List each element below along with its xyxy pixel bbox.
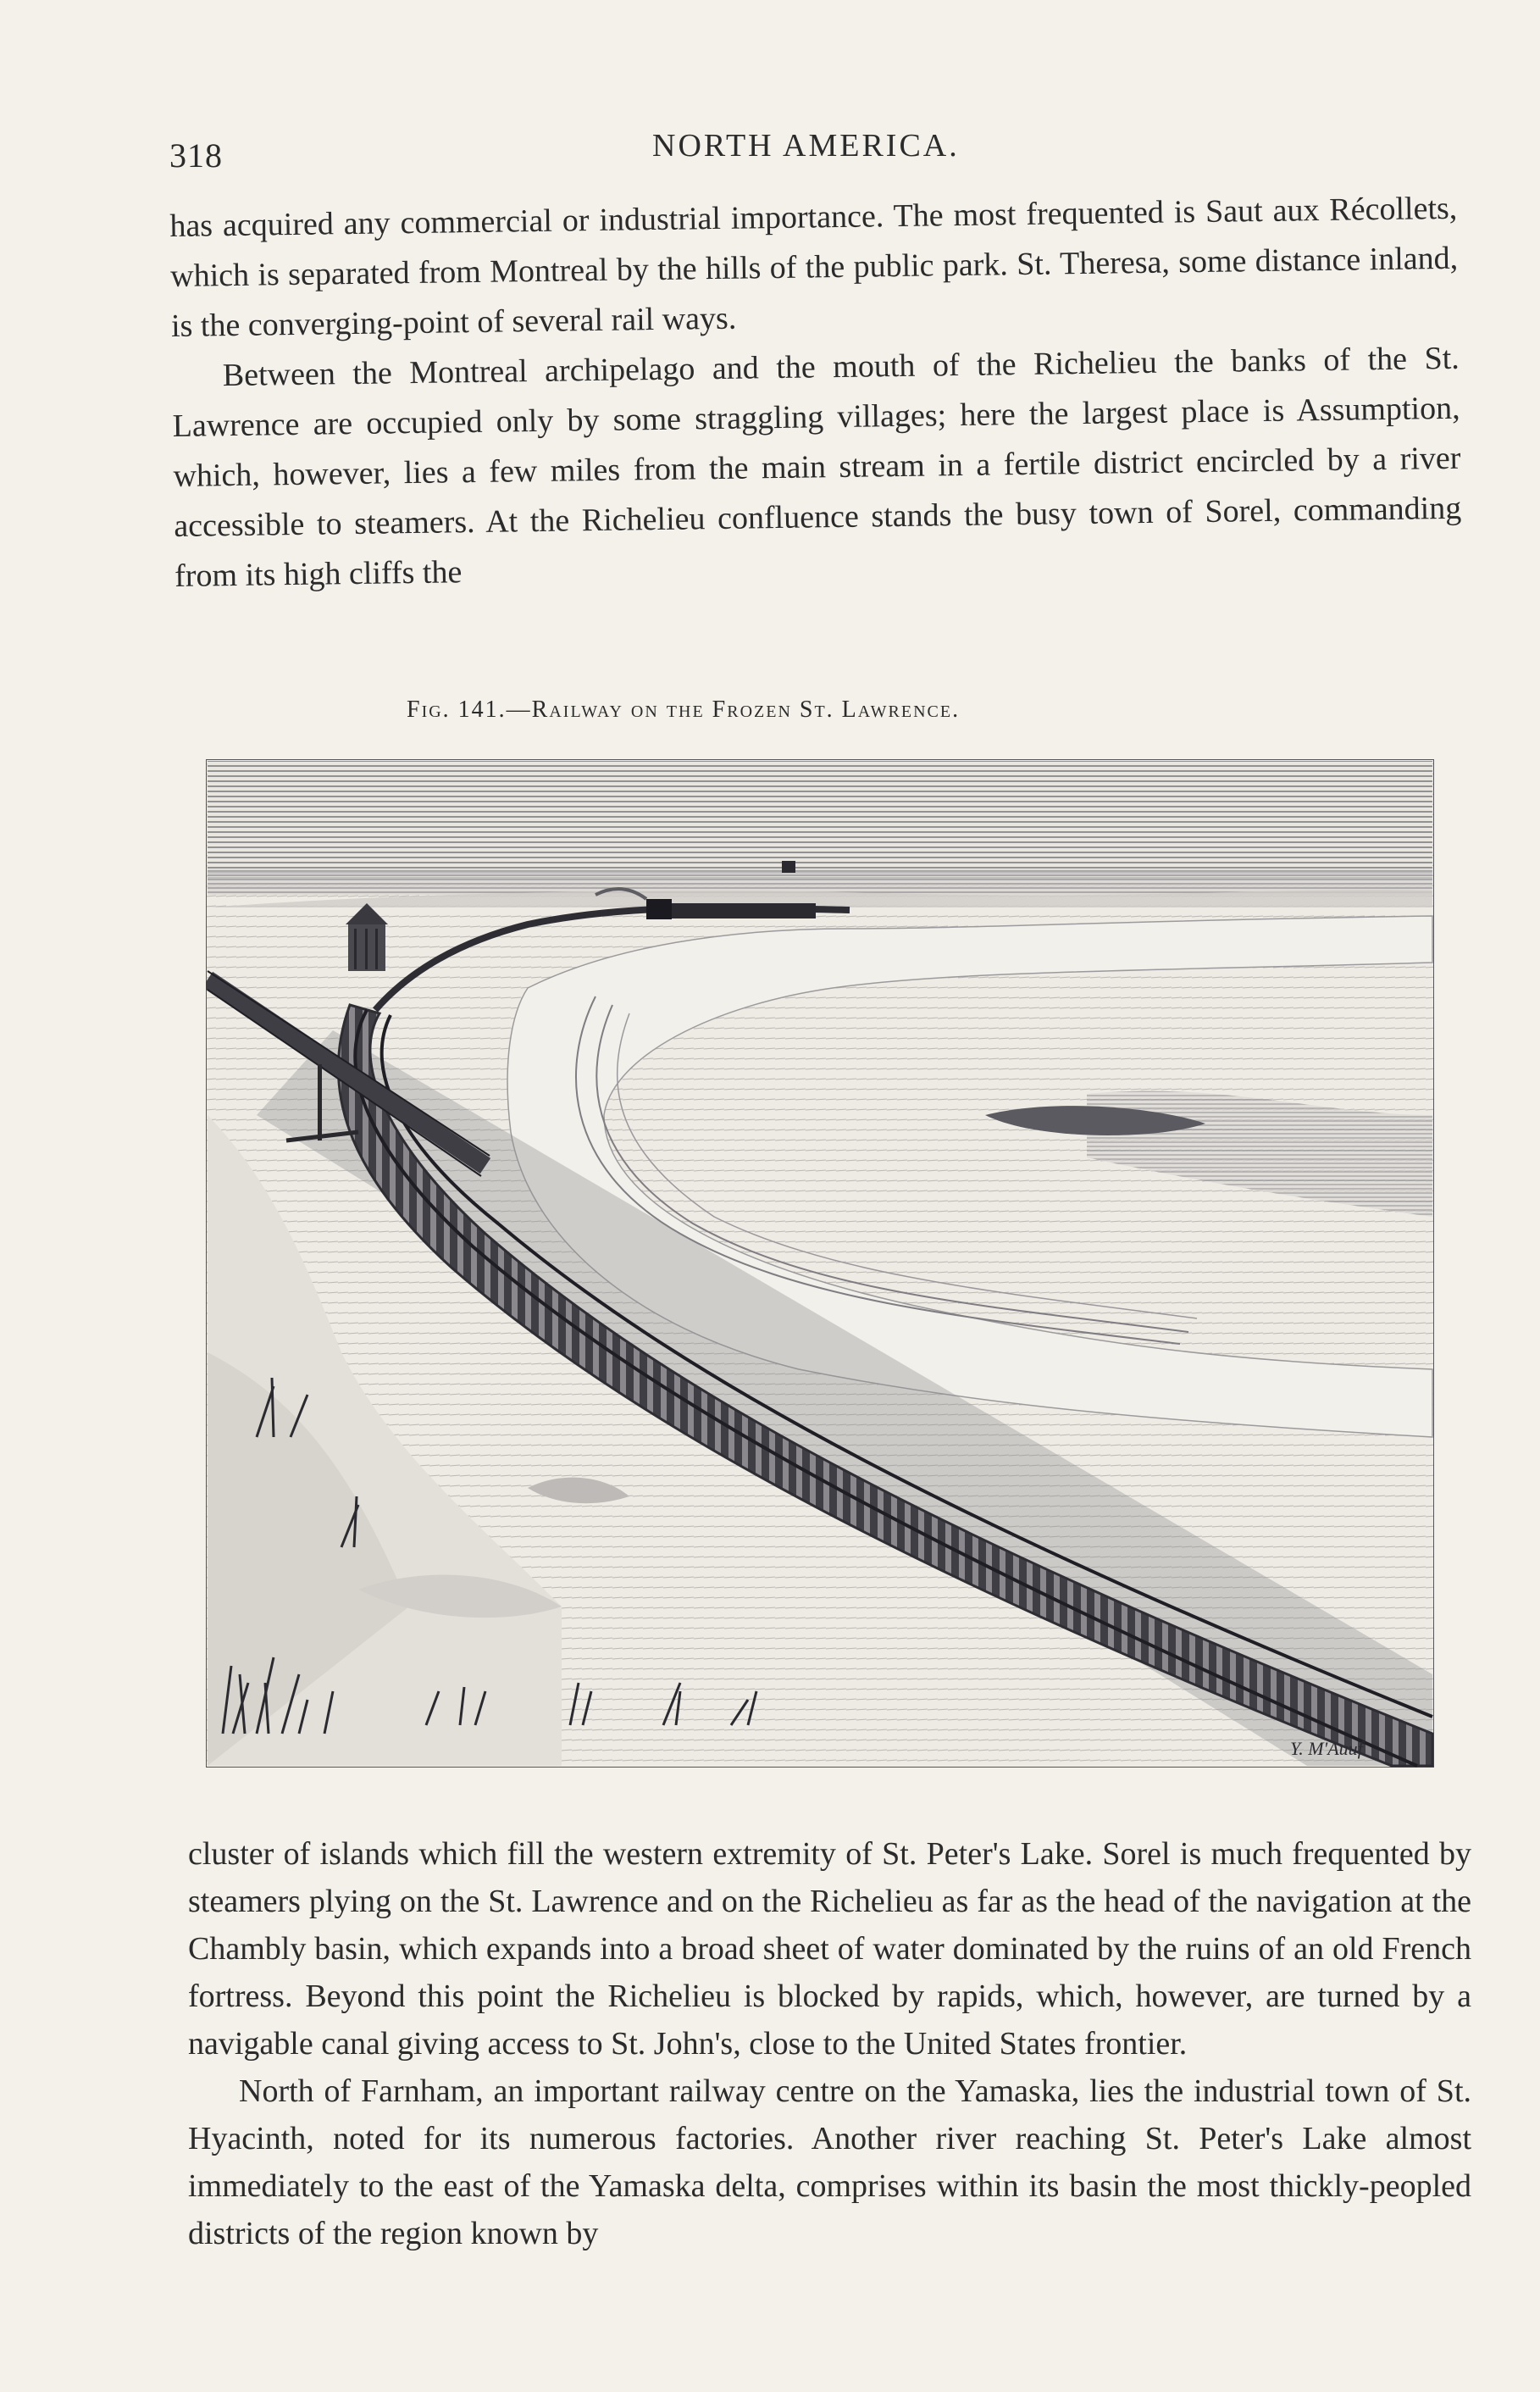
engraver-signature: Y. M'Auuf (1290, 1738, 1363, 1759)
figure-caption: Fig. 141.—Railway on the Frozen St. Lawrence. (407, 697, 961, 723)
paragraph: Between the Montreal archipelago and the mouth of the Richelieu the banks of the St. Lawrence are occupied only by some straggling villages; here the largest place is Assumption, which, however, lies a few miles from the main stream in a fertile district encircled by a river accessible to steamers. At the Richelieu confluence stands the busy town of Sorel, commanding from its high cliffs the (172, 340, 1462, 594)
running-title: NORTH AMERICA. (652, 128, 960, 164)
paragraph: cluster of islands which fill the western extremity of St. Peter's Lake. Sorel is much frequented by steamers plying on the St. Lawrence and on the Richelieu as far as the head of the navigation at the Chambly basin, which expands into a broad sheet of water dominated by the ruins of an old French fortress. Beyond this point the Richelieu is blocked by rapids, which, however, are turned by a navigable canal giving access to St. John's, close to the United States frontier. (188, 1836, 1471, 2062)
page-header (169, 127, 1423, 178)
paragraph: North of Farnham, an important railway centre on the Yamaska, lies the industrial town of St. Hyacinth, noted for its numerous factories. Another river reaching St. Peter's Lake almost immediately to the east of the Yamaska delta, comprises within its basin the most thickly-peopled districts of the region known by (188, 2073, 1471, 2251)
top-text-block (169, 184, 1462, 602)
engraving-illustration (206, 759, 1434, 1768)
page-number: 318 (169, 136, 223, 175)
bottom-text-block (188, 1830, 1471, 2257)
paragraph: has acquired any commercial or industrial importance. The most frequented is Saut aux Récollets, which is separated from Montreal by the hills of the public park. St. Theresa, some distance inland, is the converging-point of several rail ways. (169, 190, 1459, 344)
